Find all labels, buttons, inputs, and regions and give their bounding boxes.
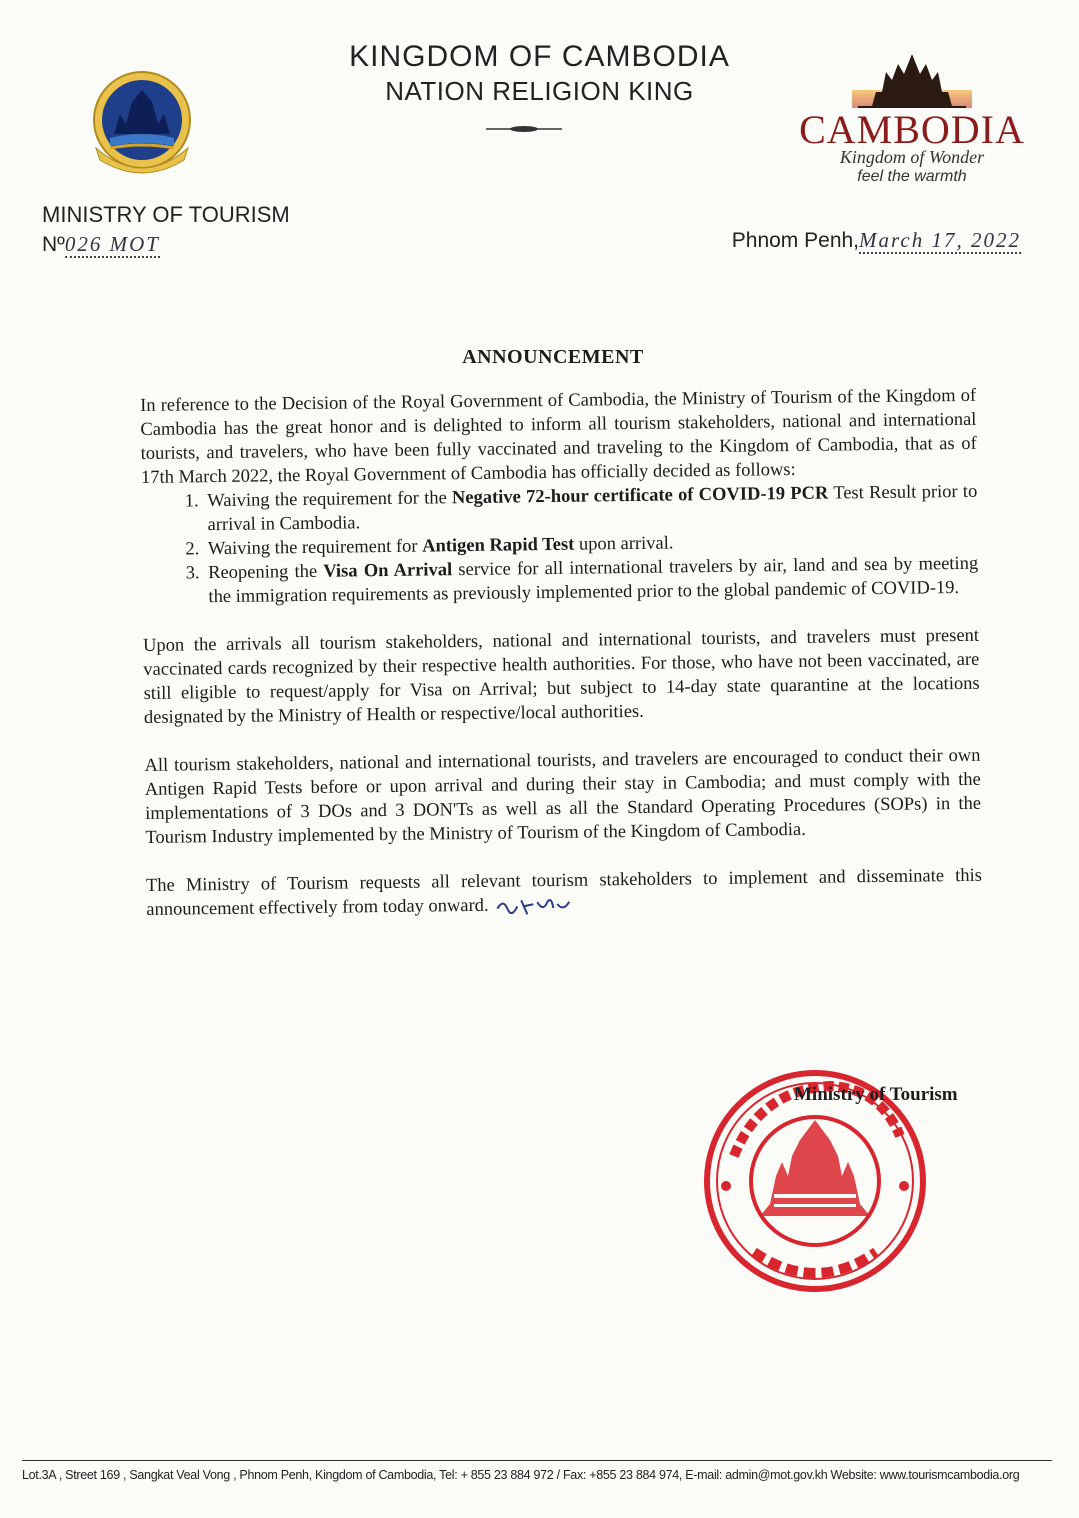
intro-paragraph: In reference to the Decision of the Royal Government of Cambodia, the Ministry of Tourism of the Kingdom of Cambodia has the great honor and is delighted to inform all tourism stakeholders, national and international tourists, and travelers, who have been fully vaccinated and traveling to the Kingdom of Cambodia, that as of 17th March 2022, the Royal Government of Cambodia has officially decided as follows:	[140, 385, 977, 488]
date-prefix: Phnom Penh,	[731, 229, 860, 252]
brand-subtagline: feel the warmth	[857, 168, 967, 185]
reference-number	[42, 232, 160, 257]
document-date	[732, 228, 1021, 253]
date-value: March 17, 2022	[859, 228, 1021, 252]
ministry-name: MINISTRY OF TOURISM	[42, 202, 290, 227]
decision-list	[141, 480, 978, 610]
brand-tagline: Kingdom of Wonder	[839, 147, 985, 167]
decision-item-2: 2. Waiving the requirement for Antigen Rapid Test upon arrival.	[204, 528, 978, 561]
footer-divider	[22, 1460, 1052, 1461]
arrival-requirements-paragraph: Upon the arrivals all tourism stakeholders, national and international tourists, and travelers must present vaccinated cards recognized by their respective health authorities. For those, who have not been vaccinated, are still eligible to request/apply for Visa on Arrival; but subject to 14-day state quarantine at the locations designated by the Ministry of Health or respective/local authorities.	[142, 625, 980, 728]
reference-value: 026 MOT	[64, 232, 160, 256]
testing-guidance-paragraph: All tourism stakeholders, national and international tourists, and travelers are encouraged to conduct their own Antigen Rapid Tests before or upon arrival and during their stay in Cambodia; and must comply with the implementations of 3 DOs and 3 DON'Ts as well as all the Standard Operating Procedures (SOPs) in the Tourism Industry implemented by the Ministry of Tourism of the Kingdom of Cambodia.	[144, 745, 982, 848]
angkor-silhouette-icon	[852, 52, 972, 108]
footer-contact: Lot.3A , Street 169 , Sangkat Veal Vong , Phnom Penh, Kingdom of Cambodia, Tel: + 855 23 884 972 / Fax: +855 23 884 974, E-mail: admin@mot.gov.kh Website: www.tourismcambodia.org	[22, 1468, 1020, 1482]
handwritten-initials	[493, 893, 575, 918]
cambodia-brand-logo	[792, 52, 1032, 192]
reference-prefix: Nº	[42, 233, 65, 256]
announcement-body	[140, 384, 982, 923]
header-ornament	[486, 124, 562, 134]
brand-name: CAMBODIA	[799, 107, 1025, 152]
decision-item-1: 1. Waiving the requirement for the Negative 72-hour certificate of COVID-19 PCR Test Result prior to arrival in Cambodia.	[203, 480, 978, 537]
signature-label: Ministry of Tourism	[794, 1084, 958, 1105]
kingdom-heading: KINGDOM OF CAMBODIA	[349, 40, 730, 73]
announcement-title: ANNOUNCEMENT	[462, 346, 644, 368]
national-motto: NATION RELIGION KING	[385, 76, 694, 106]
decision-item-3: 3. Reopening the Visa On Arrival service for all international travelers by air, land and sea by meeting the immigration requirements as previously implemented prior to the global pandemic of COVID-19.	[204, 552, 979, 609]
closing-paragraph: The Ministry of Tourism requests all relevant tourism stakeholders to implement and disseminate this announcement effectively from today onward.	[145, 865, 983, 920]
